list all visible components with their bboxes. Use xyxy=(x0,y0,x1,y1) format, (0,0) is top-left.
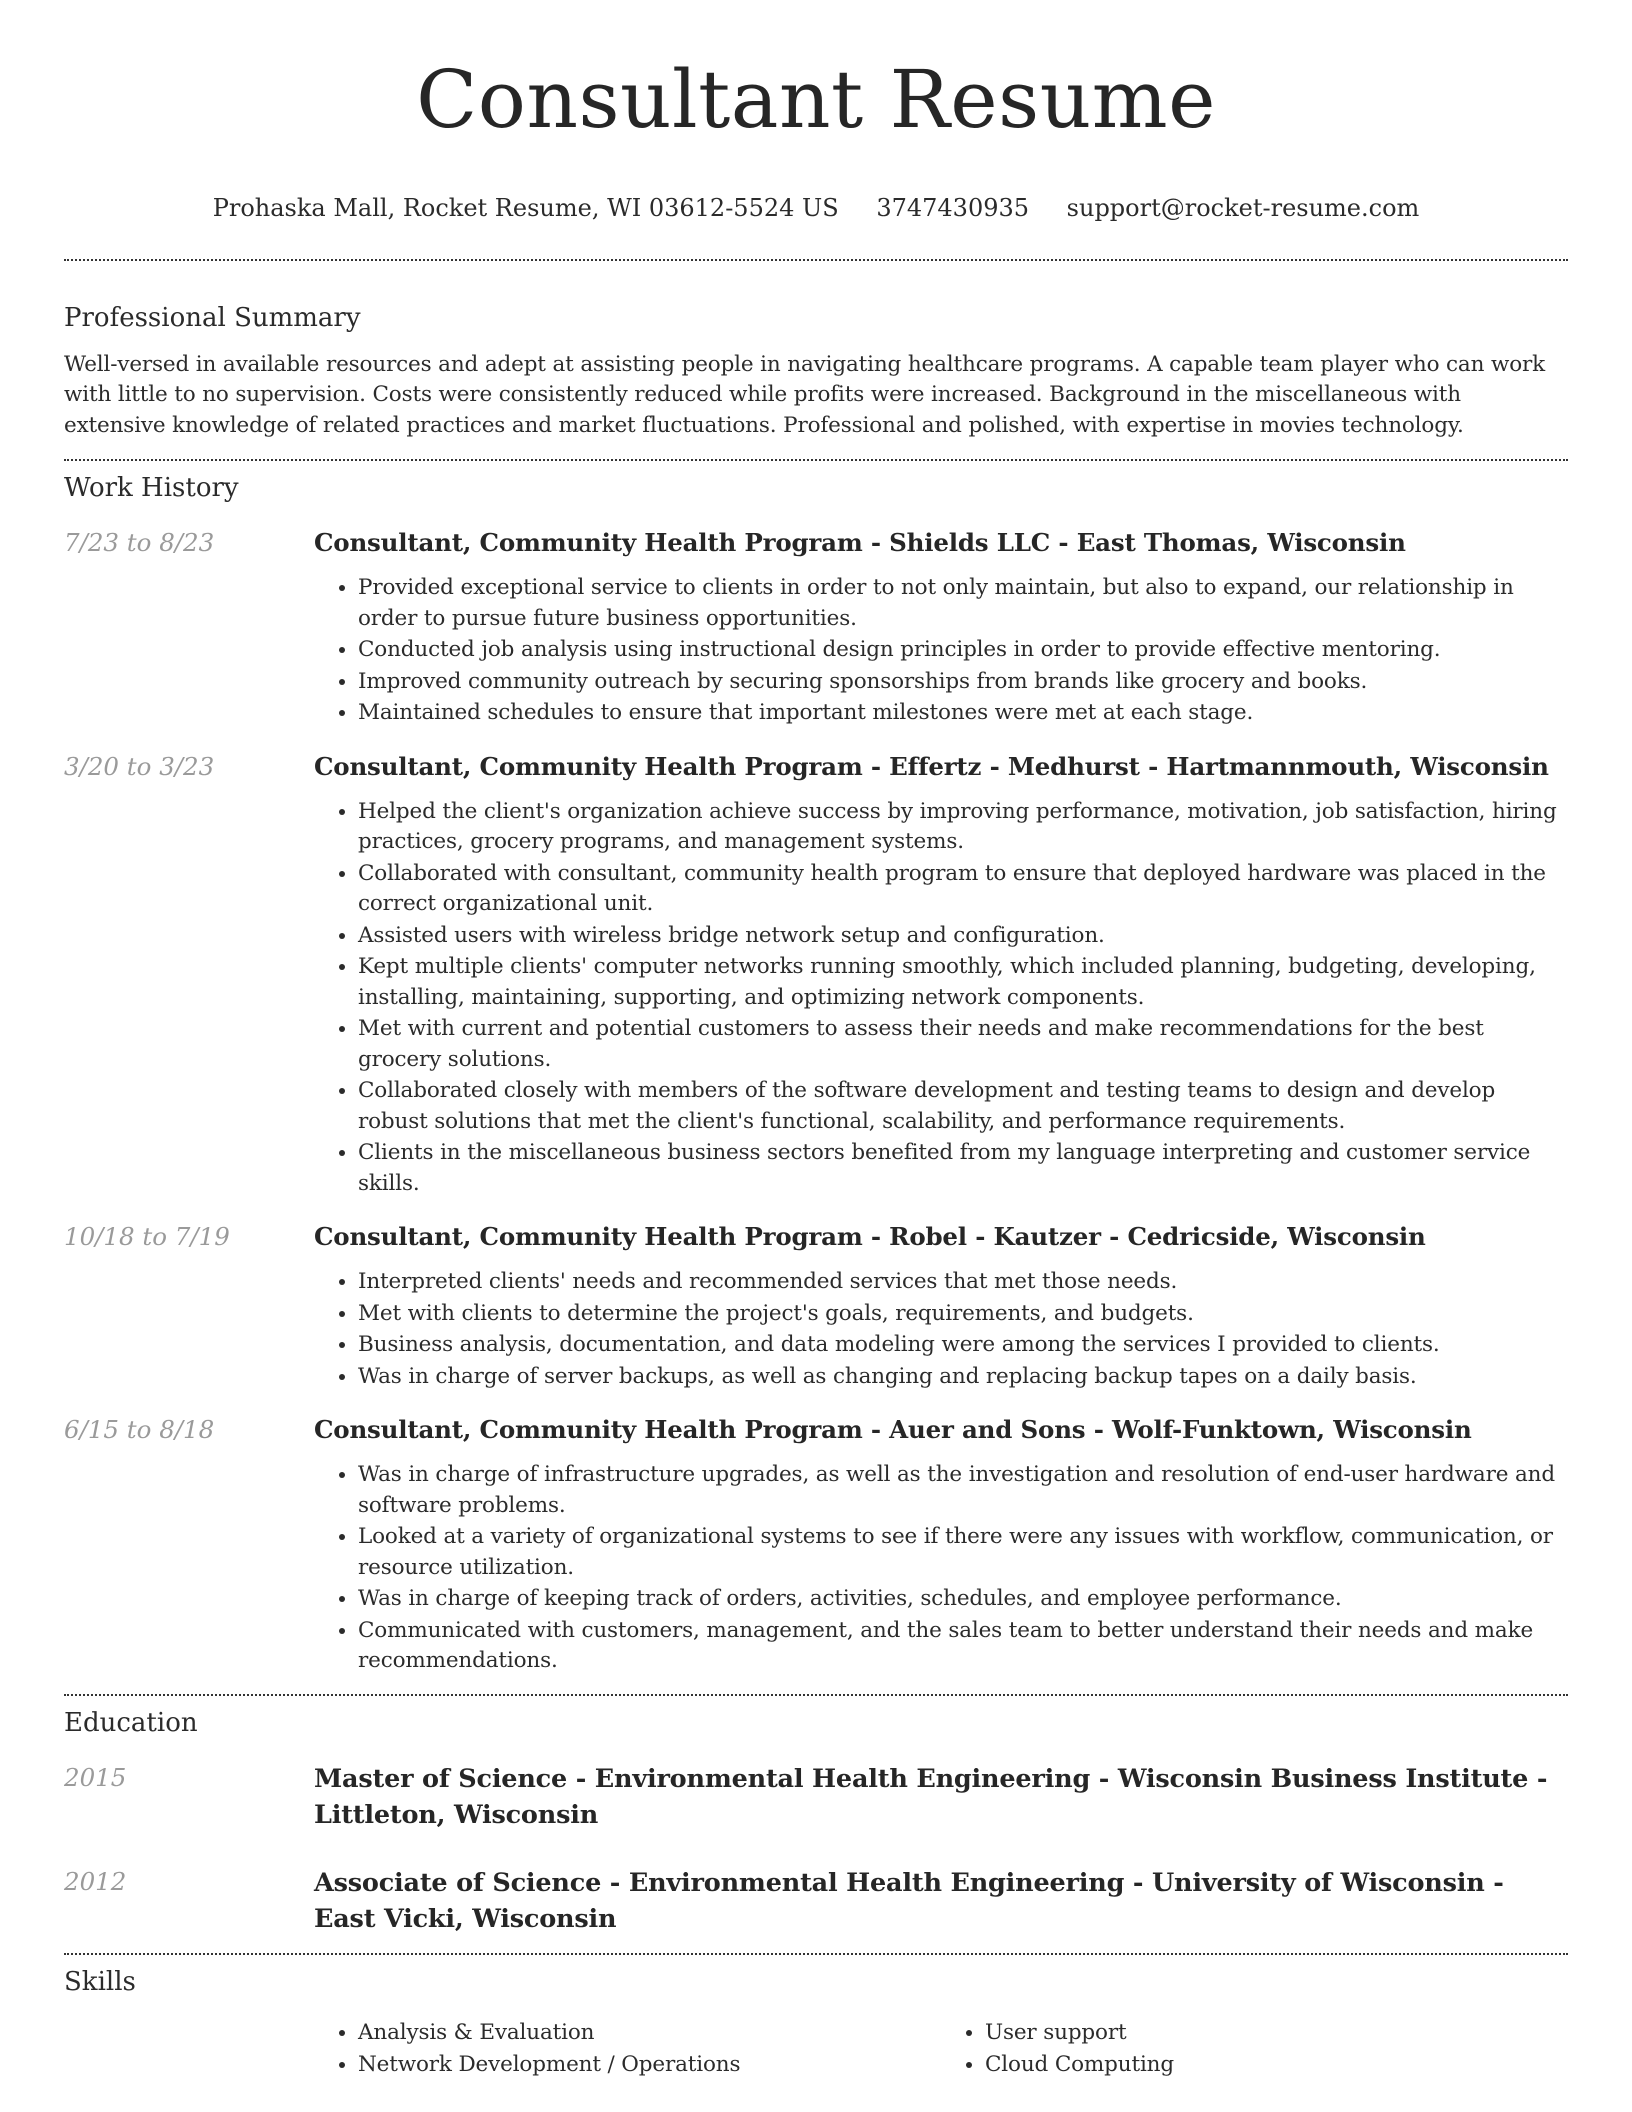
job-bullet: • Clients in the miscellaneous business sectors benefited from my language interpreting and customer service skills. xyxy=(358,1138,1568,1199)
section-heading-work-history: Work History xyxy=(64,473,239,504)
job-details xyxy=(314,526,1568,730)
job-bullet: • Helped the client's organization achieve success by improving performance, motivation, job satisfaction, hiring practices, grocery programs, and management systems. xyxy=(358,797,1568,858)
phone-number: 3747430935 xyxy=(876,193,1030,222)
education-title: Associate of Science - Environmental Health Engineering - University of Wisconsin - East Vicki, Wisconsin xyxy=(314,1868,1504,1935)
job-entry xyxy=(64,526,1568,730)
job-bullet: • Interpreted clients' needs and recommended services that met those needs. xyxy=(358,1267,1568,1298)
education-year: 2012 xyxy=(64,1867,127,1897)
job-title: Consultant, Community Health Program - Shields LLC - East Thomas, Wisconsin xyxy=(314,528,1406,558)
page-title: Consultant Resume xyxy=(416,53,1216,146)
section-heading-education: Education xyxy=(64,1707,198,1738)
job-entry xyxy=(64,1413,1568,1678)
education-details xyxy=(314,1761,1568,1833)
job-bullet: • Kept multiple clients' computer networks running smoothly, which included planning, budgeting, developing, installing, maintaining, supporting, and optimizing network components. xyxy=(358,952,1568,1013)
section-divider xyxy=(64,459,1568,461)
section-heading-summary: Professional Summary xyxy=(64,302,361,333)
skills-column-left xyxy=(314,2018,941,2081)
job-bullet: • Conducted job analysis using instructional design principles in order to provide effective mentoring. xyxy=(358,635,1568,666)
job-bullet: • Assisted users with wireless bridge network setup and configuration. xyxy=(358,921,1568,952)
job-title: Consultant, Community Health Program - Robel - Kautzer - Cedricside, Wisconsin xyxy=(314,1222,1426,1252)
job-title: Consultant, Community Health Program - Auer and Sons - Wolf-Funktown, Wisconsin xyxy=(314,1415,1472,1445)
skill-item: • Network Development / Operations xyxy=(358,2050,941,2081)
job-details xyxy=(314,1220,1568,1393)
skill-item: • User support xyxy=(985,2018,1568,2049)
job-bullet: • Looked at a variety of organizational systems to see if there were any issues with workflow, communication, or resource utilization. xyxy=(358,1522,1568,1583)
section-heading-skills: Skills xyxy=(64,1967,136,1998)
job-bullet: • Collaborated with consultant, community health program to ensure that deployed hardware was placed in the correct organizational unit. xyxy=(358,859,1568,920)
job-entry xyxy=(64,750,1568,1201)
education-entry xyxy=(64,1865,1568,1937)
job-bullet-list xyxy=(314,1460,1568,1677)
job-dates: 7/23 to 8/23 xyxy=(64,528,215,558)
education-entry xyxy=(64,1761,1568,1833)
summary-text: Well-versed in available resources and adept at assisting people in navigating healthcare programs. A capable team player who can work with little to no supervision. Costs were consistently reduced while profits were increased. Background in the miscellaneous with extensive knowledge of related practices and market fluctuations. Professional and polished, with expertise in movies technology. xyxy=(64,351,1546,438)
skills-column-right xyxy=(941,2018,1568,2081)
education-year: 2015 xyxy=(64,1763,127,1793)
section-divider xyxy=(64,259,1568,261)
job-bullet-list xyxy=(314,797,1568,1200)
skills-list xyxy=(314,2018,1568,2081)
job-dates: 3/20 to 3/23 xyxy=(64,751,215,781)
contact-line xyxy=(64,194,1568,222)
job-bullet-list xyxy=(314,1267,1568,1392)
section-divider xyxy=(64,1953,1568,1955)
job-title: Consultant, Community Health Program - Effertz - Medhurst - Hartmannmouth, Wisconsin xyxy=(314,751,1549,781)
skill-item: • Analysis & Evaluation xyxy=(358,2018,941,2049)
job-bullet: • Maintained schedules to ensure that important milestones were met at each stage. xyxy=(358,698,1568,729)
job-bullet: • Was in charge of server backups, as well as changing and replacing backup tapes on a daily basis. xyxy=(358,1362,1568,1393)
job-dates: 6/15 to 8/18 xyxy=(64,1415,215,1445)
education-title: Master of Science - Environmental Health Engineering - Wisconsin Business Institute - Littleton, Wisconsin xyxy=(314,1764,1548,1831)
job-bullet: • Improved community outreach by securing sponsorships from brands like grocery and books. xyxy=(358,667,1568,698)
job-bullet: • Met with clients to determine the project's goals, requirements, and budgets. xyxy=(358,1299,1568,1330)
address: Prohaska Mall, Rocket Resume, WI 03612-5524 US xyxy=(212,193,839,222)
email-address: support@rocket-resume.com xyxy=(1066,193,1420,222)
resume-page xyxy=(64,0,1568,2081)
job-bullet-list xyxy=(314,573,1568,729)
section-divider xyxy=(64,1694,1568,1696)
job-bullet: • Communicated with customers, management, and the sales team to better understand their needs and make recommendations. xyxy=(358,1616,1568,1677)
job-bullet: • Was in charge of infrastructure upgrades, as well as the investigation and resolution of end-user hardware and software problems. xyxy=(358,1460,1568,1521)
job-bullet: • Collaborated closely with members of the software development and testing teams to design and develop robust solutions that met the client's functional, scalability, and performance requirements. xyxy=(358,1076,1568,1137)
education-details xyxy=(314,1865,1568,1937)
skill-item: • Cloud Computing xyxy=(985,2050,1568,2081)
job-details xyxy=(314,750,1568,1201)
job-bullet: • Provided exceptional service to clients in order to not only maintain, but also to expand, our relationship in order to pursue future business opportunities. xyxy=(358,573,1568,634)
job-entry xyxy=(64,1220,1568,1393)
job-bullet: • Business analysis, documentation, and data modeling were among the services I provided to clients. xyxy=(358,1330,1568,1361)
job-bullet: • Met with current and potential customers to assess their needs and make recommendations for the best grocery solutions. xyxy=(358,1014,1568,1075)
job-details xyxy=(314,1413,1568,1678)
job-dates: 10/18 to 7/19 xyxy=(64,1222,230,1252)
job-bullet: • Was in charge of keeping track of orders, activities, schedules, and employee performance. xyxy=(358,1584,1568,1615)
